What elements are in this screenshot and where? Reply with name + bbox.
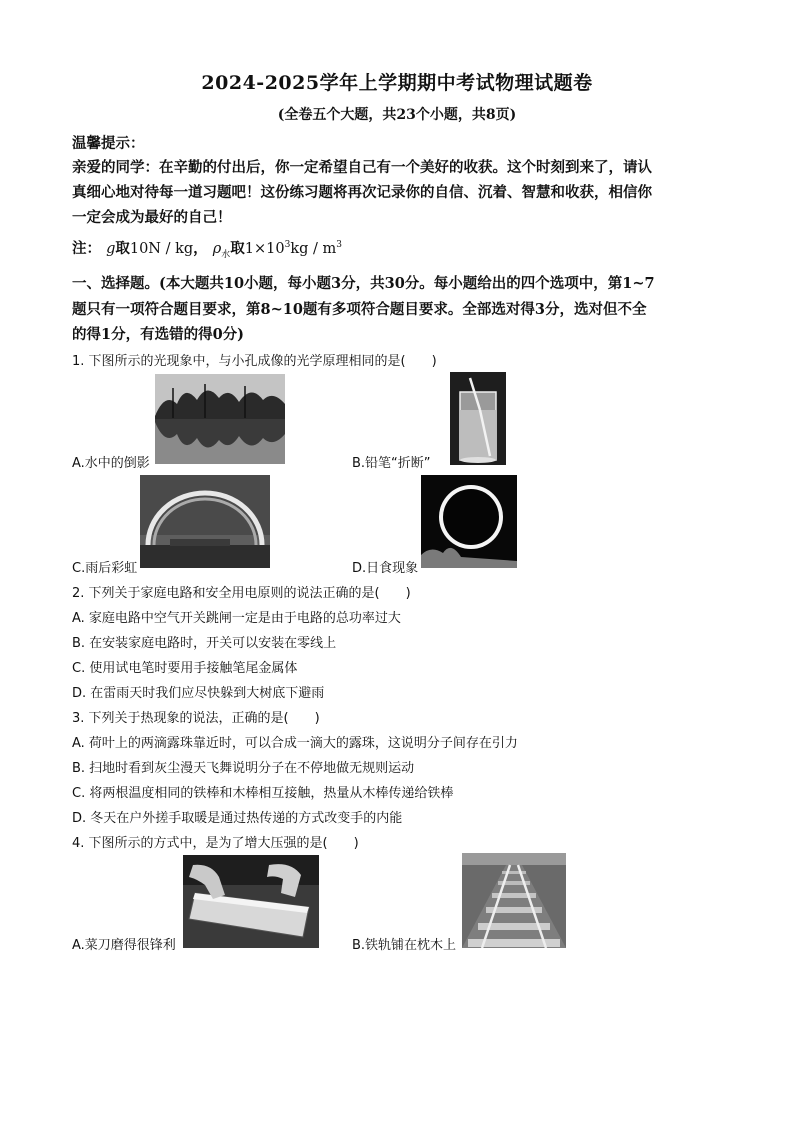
rho-value: 1×10	[244, 241, 285, 257]
note-take-1: 取	[115, 240, 130, 257]
q2-option-c: C. 使用试电笔时要用手接触笔尾金属体	[72, 661, 298, 676]
section1-line-2: 题只有一项符合题目要求，第8~10题有多项符合题目要求。全部选对得3分，选对但不全	[72, 301, 647, 318]
q3-option-d: D. 冬天在户外搓手取暖是通过热传递的方式改变手的内能	[72, 811, 403, 826]
rho-subscript: 水	[221, 249, 231, 260]
q1-image-rainbow	[140, 475, 270, 568]
q3-option-b: B. 扫地时看到灰尘漫天飞舞说明分子在不停地做无规则运动	[72, 761, 415, 776]
q1-image-eclipse	[421, 475, 517, 568]
q3-option-c: C. 将两根温度相同的铁棒和木棒相互接触，热量从木棒传递给铁棒	[72, 786, 454, 801]
q4-image-railway	[462, 853, 566, 948]
q3-stem: 3. 下列关于热现象的说法，正确的是( )	[72, 711, 320, 726]
note-prefix: 注：	[72, 240, 101, 257]
tips-line-1: 亲爱的同学：在辛勤的付出后，你一定希望自己有一个美好的收获。这个时刻到来了，请认	[72, 159, 652, 176]
note-separator: ，	[193, 240, 208, 257]
rho-exponent: 3	[284, 240, 291, 251]
q4-option-a: A.菜刀磨得很锋利	[72, 938, 176, 953]
q1-option-b: B.铅笔“折断”	[352, 456, 431, 471]
tips-line-2: 真细心地对待每一道习题吧！这份练习题将再次记录你的自信、沉着、智慧和收获，相信你	[72, 184, 652, 201]
q1-option-d: D.日食现象	[352, 561, 419, 576]
tips-heading: 温馨提示：	[72, 135, 145, 152]
rho-unit-exponent: 3	[336, 240, 342, 251]
note-take-2: 取	[230, 240, 245, 257]
q3-option-a: A. 荷叶上的两滴露珠靠近时，可以合成一滴大的露珠，这说明分子间存在引力	[72, 736, 518, 751]
q2-option-b: B. 在安装家庭电路时，开关可以安装在零线上	[72, 636, 337, 651]
rho-symbol: ρ	[212, 241, 222, 257]
section1-line-1: 一、选择题。(本大题共10小题，每小题3分，共30分。每小题给出的四个选项中，第1~7	[72, 275, 655, 292]
q1-image-pencil	[450, 372, 506, 465]
rho-unit: kg / m	[290, 241, 337, 257]
exam-title: 2024-2025学年上学期期中考试物理试题卷	[201, 72, 593, 94]
q4-stem: 4. 下图所示的方式中，是为了增大压强的是( )	[72, 836, 359, 851]
q2-stem: 2. 下列关于家庭电路和安全用电原则的说法正确的是( )	[72, 586, 411, 601]
q4-option-b: B.铁轨铺在枕木上	[352, 938, 457, 953]
q1-option-a: A.水中的倒影	[72, 456, 150, 471]
q1-stem: 1. 下图所示的光现象中，与小孔成像的光学原理相同的是( )	[72, 354, 437, 369]
constants-note	[72, 237, 342, 260]
exam-subtitle: (全卷五个大题，共23个小题，共8页)	[277, 107, 517, 123]
g-symbol: g	[106, 241, 116, 257]
q2-option-d: D. 在雷雨天时我们应尽快躲到大树底下避雨	[72, 686, 325, 701]
q4-image-knife	[183, 855, 319, 948]
q1-option-c: C.雨后彩虹	[72, 561, 138, 576]
g-value: 10N / kg	[129, 241, 194, 257]
tips-line-3: 一定会成为最好的自己！	[72, 209, 232, 226]
section1-line-3: 的得1分，有选错的得0分)	[72, 326, 245, 343]
q2-option-a: A. 家庭电路中空气开关跳闸一定是由于电路的总功率过大	[72, 611, 401, 626]
q1-image-reflection	[155, 374, 285, 464]
